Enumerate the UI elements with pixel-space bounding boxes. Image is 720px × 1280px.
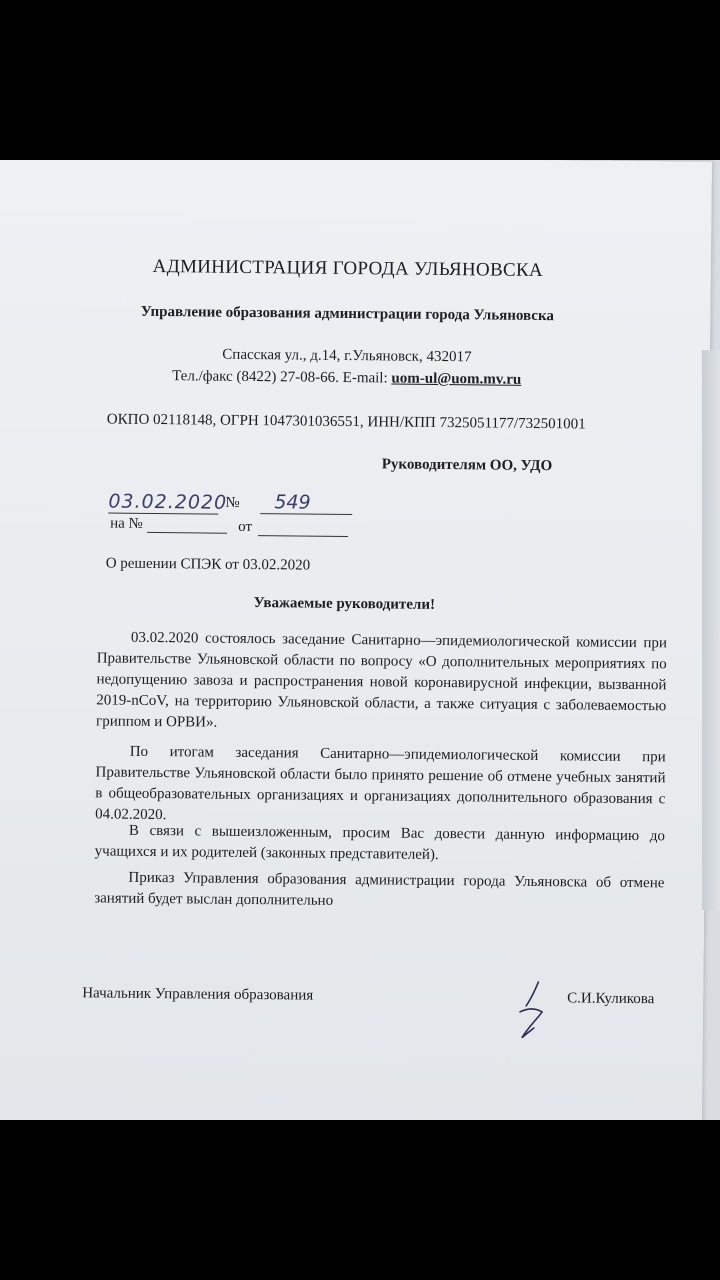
department-name: Управление образования администрации города Ульяновска bbox=[140, 303, 555, 325]
handwritten-signature bbox=[512, 978, 553, 1048]
reference-date-line bbox=[258, 535, 348, 537]
body-paragraph: В связи с вышеизложенным, просим Вас довести данную информацию до учащихся и их родителей (законных представителей). bbox=[94, 822, 665, 863]
recipient: Руководителям ОО, УДО bbox=[381, 456, 553, 475]
email-link[interactable]: uom-ul@uom.mv.ru bbox=[391, 370, 522, 388]
body-paragraph: Приказ Управления образования администрации города Ульяновска об отмене занятий будет выслан дополнительно bbox=[94, 869, 665, 909]
number-label: № bbox=[225, 494, 240, 511]
paper-stack-edge bbox=[702, 350, 720, 910]
handwritten-date: 03.02.2020 bbox=[108, 490, 228, 514]
admin-title: АДМИНИСТРАЦИЯ ГОРОДА УЛЬЯНОВСКА bbox=[152, 255, 544, 282]
reference-number-line bbox=[147, 532, 227, 534]
contact-line bbox=[0, 366, 710, 391]
phone-fax: Тел./факс (8422) 27-08-66. E-mail: bbox=[172, 368, 392, 387]
address: Спасская ул., д.14, г.Ульяновск, 432017 bbox=[222, 346, 472, 366]
signatory-position: Начальник Управления образования bbox=[82, 985, 314, 1004]
subject-line: О решении СПЭК от 03.02.2020 bbox=[105, 555, 311, 574]
body-paragraph: 03.02.2020 состоялось заседание Санитарно—эпидемиологической комиссии при Правительстве Ульяновской области по вопросу «О дополнительных мероприятиях по недопущению завоза и распространения новой коронавирусной инфекции, вызванной 2019-nCoV, на территорию Ульяновской области, а также ситуация с заболеваемостью гриппом и ОРВИ». bbox=[96, 629, 668, 731]
handwritten-number: 549 bbox=[260, 491, 352, 515]
body-paragraph: По итогам заседания Санитарно—эпидемиологической комиссии при Правительстве Ульяновской области было принято решение об отмене учебных занятий в общеобразовательных организациях и организациях дополнительного образования с 04.02.2020. bbox=[95, 743, 666, 824]
reference-date-label: от bbox=[238, 518, 253, 536]
document-photo bbox=[0, 160, 720, 1120]
signatory-name: С.И.Куликова bbox=[567, 990, 655, 1008]
registration-codes: ОКПО 02118148, ОГРН 1047301036551, ИНН/КПП 7325051177/732501001 bbox=[106, 411, 586, 433]
letter-sheet bbox=[0, 160, 712, 1120]
reference-number-label: на № bbox=[110, 515, 143, 532]
greeting: Уважаемые руководители! bbox=[253, 595, 436, 613]
